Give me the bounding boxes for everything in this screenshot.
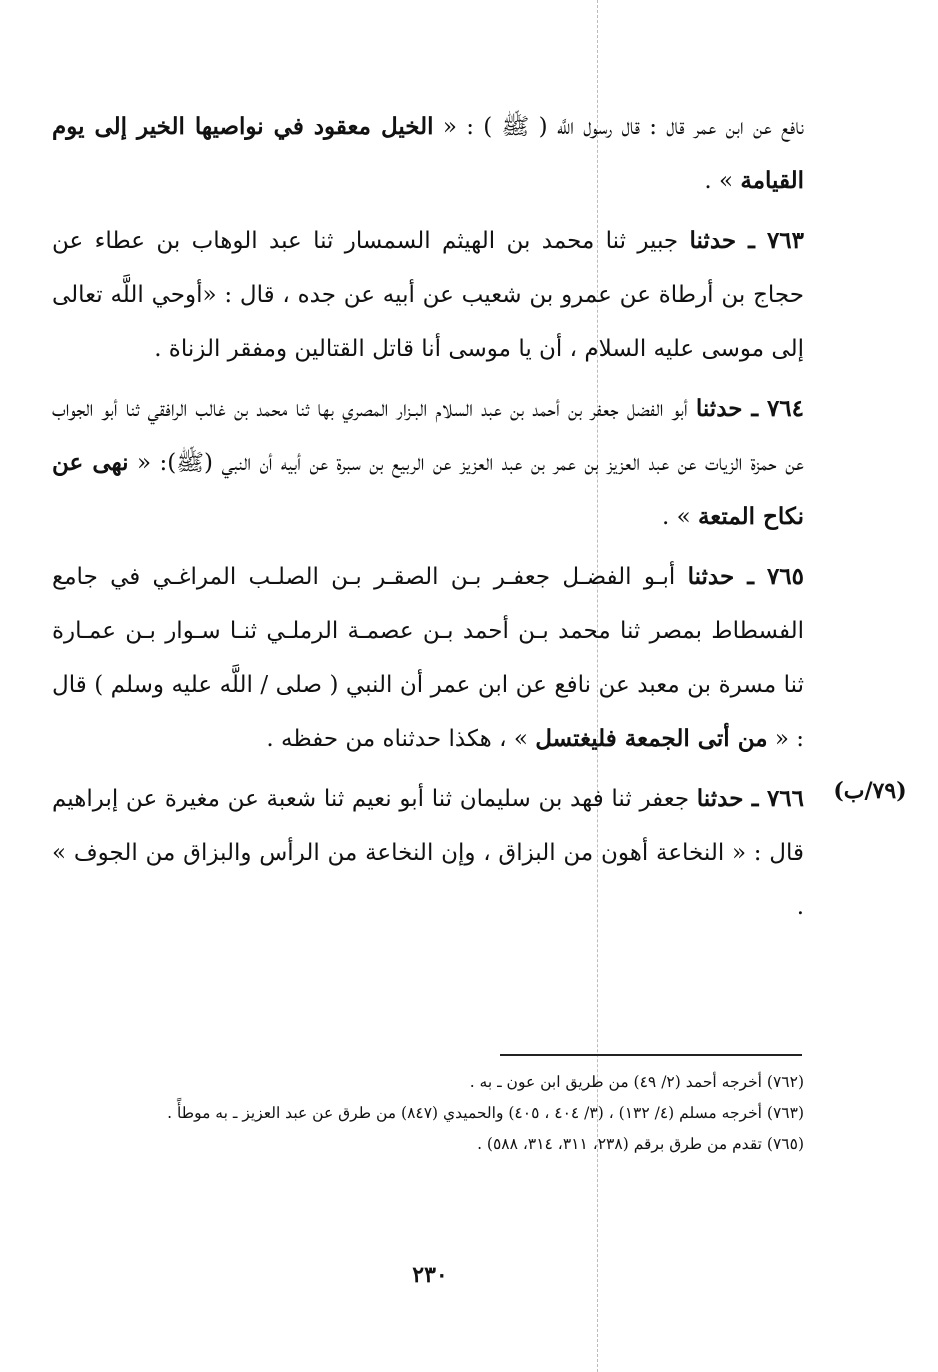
hadith-number-label: ٧٦٤ ـ حدثنا xyxy=(695,395,804,422)
page-number: ٢٣٠ xyxy=(412,1262,448,1288)
text-run: » ، هكذا حدثناه من حفظه . xyxy=(266,726,536,752)
hadith-number-label: ٧٦٣ ـ حدثنا xyxy=(689,227,804,254)
hadith-quote: من أتى الجمعة فليغتسل xyxy=(535,725,768,752)
footnote-separator xyxy=(500,1054,802,1056)
text-run: » . xyxy=(661,504,698,530)
paragraph-766 xyxy=(52,772,804,934)
paragraph-764 xyxy=(52,382,804,544)
paragraph-762-continued xyxy=(52,100,804,208)
manuscript-folio-note: (٧٩/ب) xyxy=(833,778,907,804)
text-run: أبو الفضل جعفر بن أحمد بن عبد السلام البـزار المصري بها ثنا محمد بن غالب الرافقي ثنا أبو الجواب عن حمزة الزيات عن عبد العزيز بن عمر بن عبد العزيز عن الربيع بن سبرة عن أبيه أن النبي (ﷺ): « xyxy=(52,396,804,476)
hadith-number-label: ٧٦٦ ـ حدثنا xyxy=(696,785,804,812)
hadith-number-label: ٧٦٥ ـ حدثنا xyxy=(687,563,804,590)
hadith-quote: نهى عن نكاح المتعة xyxy=(52,449,804,530)
footnote-762: (٧٦٢) أخرجه أحمد (٢/ ٤٩) من طريق ابن عون ـ به . xyxy=(469,1073,804,1091)
paragraph-763 xyxy=(52,214,804,376)
footnotes xyxy=(52,1068,804,1161)
text-run: جبير ثنا محمد بن الهيثم السمسار ثنا عبد الوهاب بن عطاء عن حجاج بن أرطاة عن عمرو بن شعيب عن أبيه عن جده ، قال : «أوحي اللَّه تعالى إلى موسى عليه السلام ، أن يا موسى أنا قاتل القتالين ومفقر الزناة . xyxy=(52,228,804,362)
hadith-quote: الخيل معقود في نواصيها الخير إلى يوم القيامة xyxy=(52,113,804,194)
footnote-763: (٧٦٣) أخرجه مسلم (٤/ ١٣٢) ، (٣/ ٤٠٤ ، ٤٠٥) والحميدي (٨٤٧) من طرق عن عبد العزيز ـ به موطأً . xyxy=(167,1104,804,1122)
footnote-765: (٧٦٥) تقدم من طرق برقم (٢٣٨، ٣١١، ٣١٤، ٥٨٨) . xyxy=(477,1135,804,1153)
main-text xyxy=(52,100,804,940)
text-run: جعفر ثنا فهد بن سليمان ثنا أبو نعيم ثنا شعبة عن مغيرة عن إبراهيم قال : « النخاعة أهون من البزاق ، وإن النخاعة من الرأس والبزاق من الجوف » . xyxy=(52,786,804,920)
text-run: أبـو الفضـل جعفـر بـن الصقـر بـن الصلـب المراغـي في جامع الفسطاط بمصر ثنا محمد بـن أحمد بـن عصمـة الرملـي ثنـا سـوار بـن عمـارة ثنا مسرة بن معبد عن نافع عن ابن عمر أن النبي ( صلى / اللَّه عليه وسلم ) قال : « xyxy=(52,564,804,752)
text-run: نافع عن ابن عمر قال : قال رسول اللَّه ( ﷺ ) : « xyxy=(433,114,805,140)
text-run: » . xyxy=(704,168,741,194)
paragraph-765 xyxy=(52,550,804,766)
